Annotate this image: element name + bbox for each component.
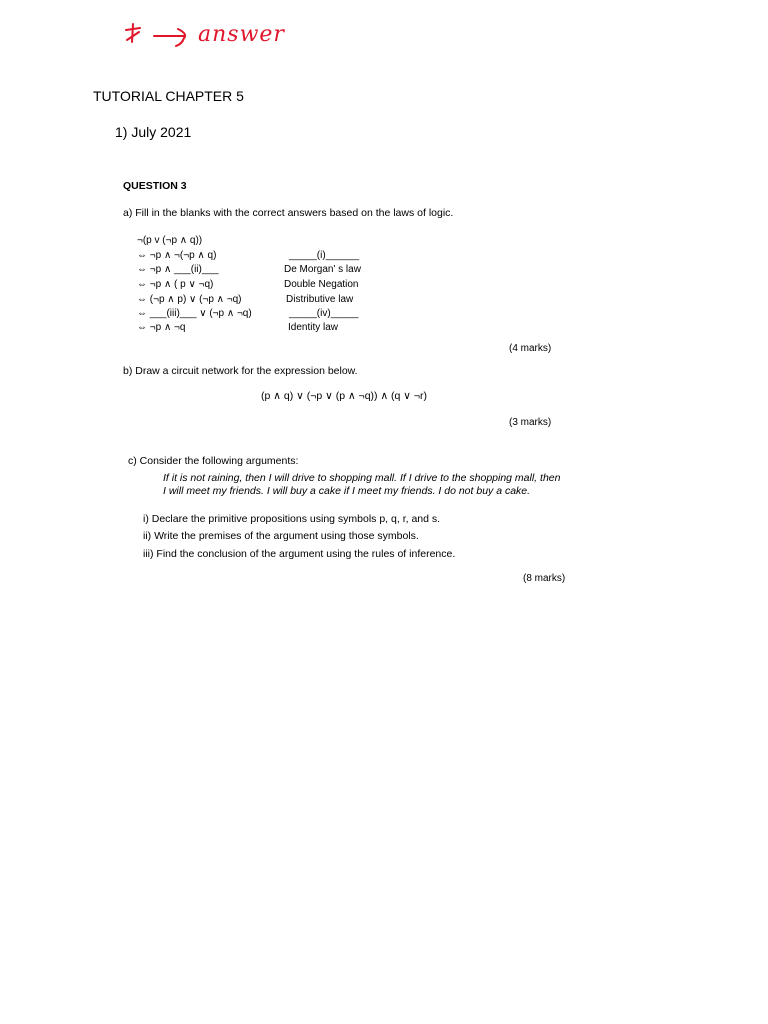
proof-reason: Distributive law	[286, 294, 354, 305]
proof-step: ⇔ ¬p ∧ ¬(¬p ∧ q)	[137, 250, 217, 261]
star-arrow-icon	[118, 20, 198, 50]
proof-reason: Double Negation	[284, 279, 359, 290]
argument-text: If it is not raining, then I will drive to shopping mall. If I drive to the shopping mall, then	[163, 472, 561, 484]
proof-step: ⇔ ___(iii)___ ∨ (¬p ∧ ¬q)	[137, 308, 252, 319]
proof-reason: Identity law	[288, 322, 339, 333]
task-item: i) Declare the primitive propositions using symbols p, q, r, and s.	[143, 513, 441, 525]
handwritten-annotation	[118, 20, 285, 55]
marks-label: (4 marks)	[509, 343, 552, 354]
marks-label: (8 marks)	[523, 573, 566, 584]
question-title: QUESTION 3	[123, 180, 187, 192]
proof-step: ¬(p v (¬p ∧ q))	[137, 235, 203, 246]
part-a-prompt: a) Fill in the blanks with the correct answers based on the laws of logic.	[123, 207, 454, 219]
proof-step: ⇔ (¬p ∧ p) ∨ (¬p ∧ ¬q)	[137, 294, 242, 305]
page-title: TUTORIAL CHAPTER 5	[93, 88, 244, 104]
proof-reason: De Morgan' s law	[284, 264, 361, 275]
marks-label: (3 marks)	[509, 417, 552, 428]
circuit-expression: (p ∧ q) ∨ (¬p ∨ (p ∧ ¬q)) ∧ (q ∨ ¬r)	[261, 390, 428, 402]
proof-reason: _____(i)______	[289, 250, 360, 261]
proof-step: ⇔ ¬p ∧ ¬q	[137, 322, 186, 333]
proof-reason: _____(iv)_____	[289, 308, 359, 319]
task-item: ii) Write the premises of the argument using those symbols.	[143, 530, 419, 542]
proof-step: ⇔ ¬p ∧ ( p ∨ ¬q)	[137, 279, 214, 290]
part-b-prompt: b) Draw a circuit network for the expression below.	[123, 365, 358, 377]
argument-text: I will meet my friends. I will buy a cake if I meet my friends. I do not buy a cake.	[163, 485, 531, 497]
list-item: 1) July 2021	[115, 124, 192, 140]
task-item: iii) Find the conclusion of the argument using the rules of inference.	[143, 548, 456, 560]
proof-step: ⇔ ¬p ∧ ___(ii)___	[137, 264, 219, 275]
annotation-text: answer	[198, 22, 285, 47]
part-c-prompt: c) Consider the following arguments:	[128, 455, 299, 467]
